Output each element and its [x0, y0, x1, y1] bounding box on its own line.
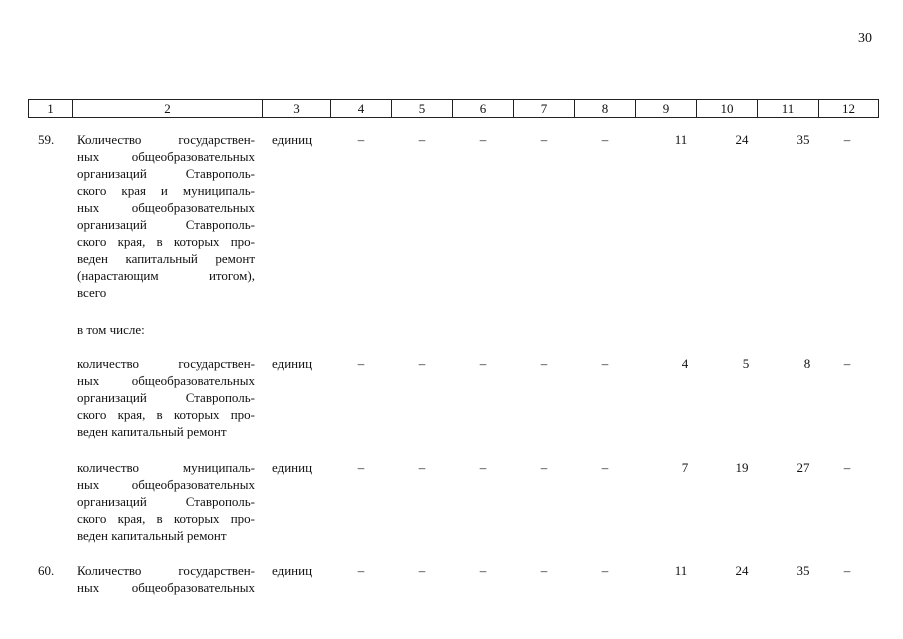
page-number: 30	[858, 31, 872, 46]
description-line: ных общеобразовательных	[77, 200, 255, 215]
value-col-10: 5	[742, 356, 750, 371]
description-line: ных общеобразовательных	[77, 373, 255, 388]
row-unit: единиц	[272, 460, 313, 475]
row-description	[77, 131, 255, 301]
description-line: веден капитальный ремонт	[77, 528, 227, 543]
column-header-table	[28, 99, 879, 118]
value-col-5: –	[418, 563, 426, 578]
value-col-4: –	[357, 356, 365, 371]
column-number-11: 11	[758, 100, 819, 118]
description-line: организаций Ставрополь-	[77, 494, 255, 509]
row-description	[77, 459, 255, 544]
value-col-5: –	[418, 132, 426, 147]
column-number-12: 12	[819, 100, 879, 118]
row-number: 59.	[38, 132, 55, 147]
value-col-8: –	[601, 132, 609, 147]
value-col-6: –	[479, 132, 487, 147]
value-col-10: 24	[735, 563, 749, 578]
value-col-4: –	[357, 460, 365, 475]
value-col-5: –	[418, 460, 426, 475]
description-line: веден капитальный ремонт	[77, 251, 255, 266]
description-line: Количество государствен-	[77, 132, 255, 147]
value-col-7: –	[540, 460, 548, 475]
value-col-12: –	[843, 563, 851, 578]
value-col-6: –	[479, 356, 487, 371]
value-col-8: –	[601, 356, 609, 371]
value-col-9: 4	[681, 356, 689, 371]
value-col-12: –	[843, 132, 851, 147]
description-line: ского края и муниципаль-	[77, 183, 255, 198]
value-col-11: 35	[796, 132, 810, 147]
description-line: Количество государствен-	[77, 563, 255, 578]
column-number-9: 9	[636, 100, 697, 118]
column-number-4: 4	[331, 100, 392, 118]
column-number-1: 1	[29, 100, 73, 118]
row-number: 60.	[38, 563, 55, 578]
description-line: всего	[77, 285, 107, 300]
value-col-5: –	[418, 356, 426, 371]
column-number-2: 2	[73, 100, 263, 118]
value-col-10: 24	[735, 132, 749, 147]
value-col-7: –	[540, 356, 548, 371]
row-description	[77, 355, 255, 440]
column-number-8: 8	[575, 100, 636, 118]
value-col-12: –	[843, 460, 851, 475]
value-col-4: –	[357, 132, 365, 147]
description-line: ных общеобразовательных	[77, 477, 255, 492]
description-line: ского края, в которых про-	[77, 511, 255, 526]
value-col-11: 27	[796, 460, 810, 475]
value-col-6: –	[479, 563, 487, 578]
value-col-8: –	[601, 460, 609, 475]
description-line: организаций Ставрополь-	[77, 390, 255, 405]
row-unit: единиц	[272, 563, 313, 578]
row-unit: единиц	[272, 356, 313, 371]
row-description	[77, 562, 255, 596]
row-unit: единиц	[272, 132, 313, 147]
description-line: количество государствен-	[77, 356, 255, 371]
column-number-10: 10	[697, 100, 758, 118]
value-col-10: 19	[735, 460, 749, 475]
description-line: организаций Ставрополь-	[77, 166, 255, 181]
description-line: ского края, в которых про-	[77, 234, 255, 249]
description-line: (нарастающим итогом),	[77, 268, 255, 283]
subheading: в том числе:	[77, 322, 145, 337]
value-col-9: 11	[674, 563, 688, 578]
description-line: ных общеобразовательных	[77, 149, 255, 164]
value-col-12: –	[843, 356, 851, 371]
value-col-11: 35	[796, 563, 810, 578]
value-col-9: 11	[674, 132, 688, 147]
description-line: ных общеобразовательных	[77, 580, 255, 595]
description-line: организаций Ставрополь-	[77, 217, 255, 232]
column-number-3: 3	[263, 100, 331, 118]
value-col-6: –	[479, 460, 487, 475]
value-col-11: 8	[803, 356, 811, 371]
column-number-7: 7	[514, 100, 575, 118]
value-col-8: –	[601, 563, 609, 578]
description-line: количество муниципаль-	[77, 460, 255, 475]
description-line: веден капитальный ремонт	[77, 424, 227, 439]
column-number-5: 5	[392, 100, 453, 118]
description-line: ского края, в которых про-	[77, 407, 255, 422]
value-col-7: –	[540, 563, 548, 578]
value-col-9: 7	[681, 460, 689, 475]
value-col-4: –	[357, 563, 365, 578]
column-number-6: 6	[453, 100, 514, 118]
value-col-7: –	[540, 132, 548, 147]
